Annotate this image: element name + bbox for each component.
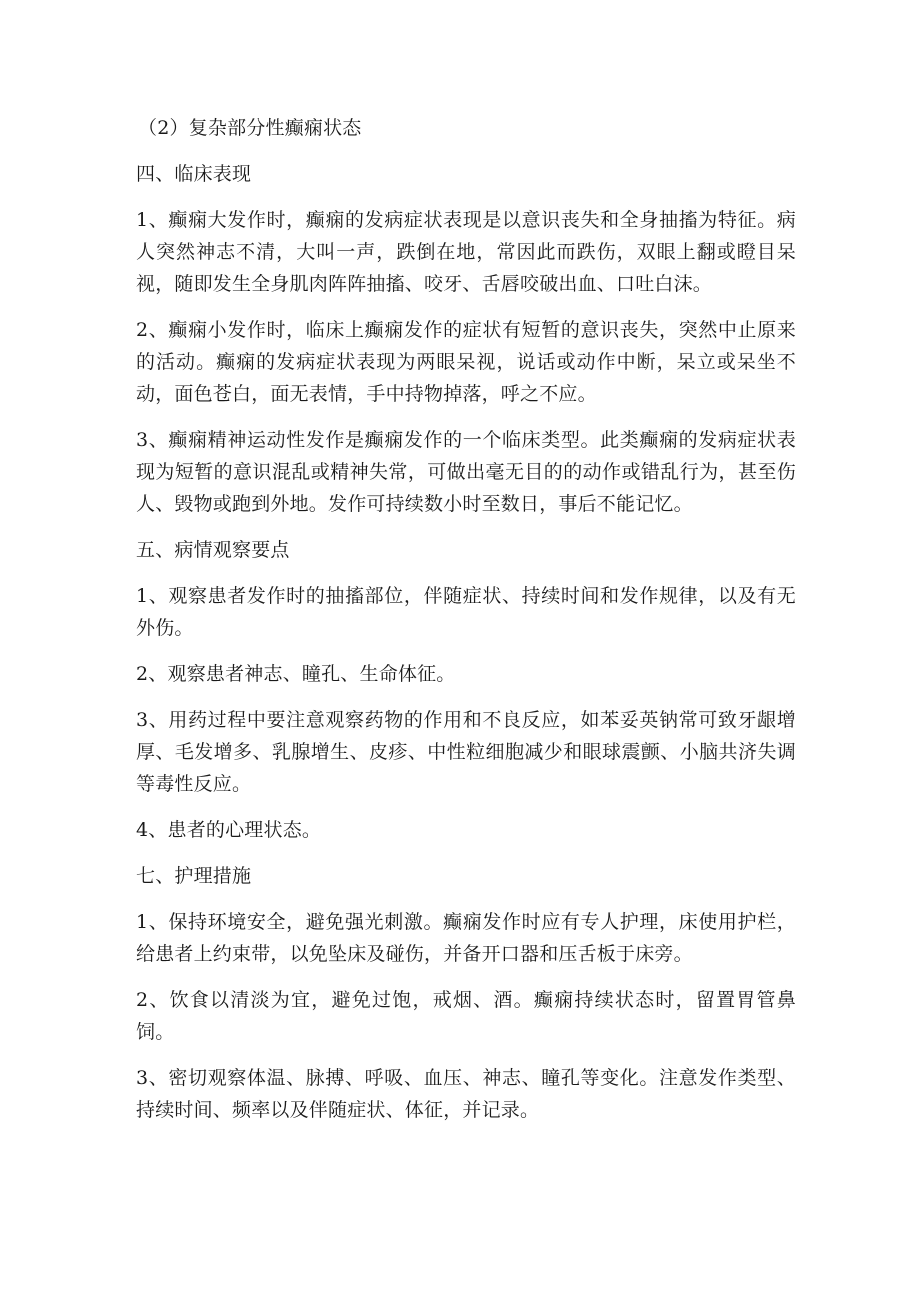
document-body	[136, 112, 796, 1140]
paragraph-petit-mal: 2、癫痫小发作时，临床上癫痫发作的症状有短暂的意识丧失，突然中止原来的活动。癫痫的发病症状表现为两眼呆视，说话或动作中断，呆立或呆坐不动，面色苍白，面无表情，手中持物掉落，呼之不应。	[136, 319, 796, 405]
paragraph-psychomotor: 3、癫痫精神运动性发作是癫痫发作的一个临床类型。此类癫痫的发病症状表现为短暂的意识混乱或精神失常，可做出毫无目的的动作或错乱行为，甚至伤人、毁物或跑到外地。发作可持续数小时至数日，事后不能记忆。	[136, 429, 796, 515]
paragraph-psychological-state: 4、患者的心理状态。	[136, 819, 322, 841]
paragraph-observe-vitals: 2、观察患者神志、瞳孔、生命体征。	[136, 663, 456, 685]
paragraph-grand-mal: 1、癫痫大发作时，癫痫的发病症状表现是以意识丧失和全身抽搐为特征。病人突然神志不清，大叫一声，跌倒在地，常因此而跌伤，双眼上翻或瞪目呆视，随即发生全身肌肉阵阵抽搐、咬牙、舌唇咬破出血、口吐白沫。	[136, 209, 796, 295]
subsection-heading-complex-partial-status: （2）复杂部分性癫痫状态	[138, 117, 362, 139]
section-heading-observation-points: 五、病情观察要点	[136, 539, 290, 561]
paragraph-medication-reactions: 3、用药过程中要注意观察药物的作用和不良反应，如苯妥英钠常可致牙龈增厚、毛发增多、乳腺增生、皮疹、中性粒细胞减少和眼球震颤、小脑共济失调等毒性反应。	[136, 709, 796, 795]
paragraph-environment-safety: 1、保持环境安全，避免强光刺激。癫痫发作时应有专人护理，床使用护栏，给患者上约束带，以免坠床及碰伤，并备开口器和压舌板于床旁。	[136, 911, 796, 965]
paragraph-diet: 2、饮食以清淡为宜，避免过饱，戒烟、酒。癫痫持续状态时，留置胃管鼻饲。	[136, 989, 796, 1043]
paragraph-monitoring: 3、密切观察体温、脉搏、呼吸、血压、神志、瞳孔等变化。注意发作类型、持续时间、频率以及伴随症状、体征，并记录。	[136, 1067, 796, 1121]
section-heading-nursing-measures: 七、护理措施	[136, 865, 252, 887]
paragraph-observe-seizure: 1、观察患者发作时的抽搐部位，伴随症状、持续时间和发作规律，以及有无外伤。	[136, 585, 796, 639]
section-heading-clinical-manifestations: 四、临床表现	[136, 163, 252, 185]
